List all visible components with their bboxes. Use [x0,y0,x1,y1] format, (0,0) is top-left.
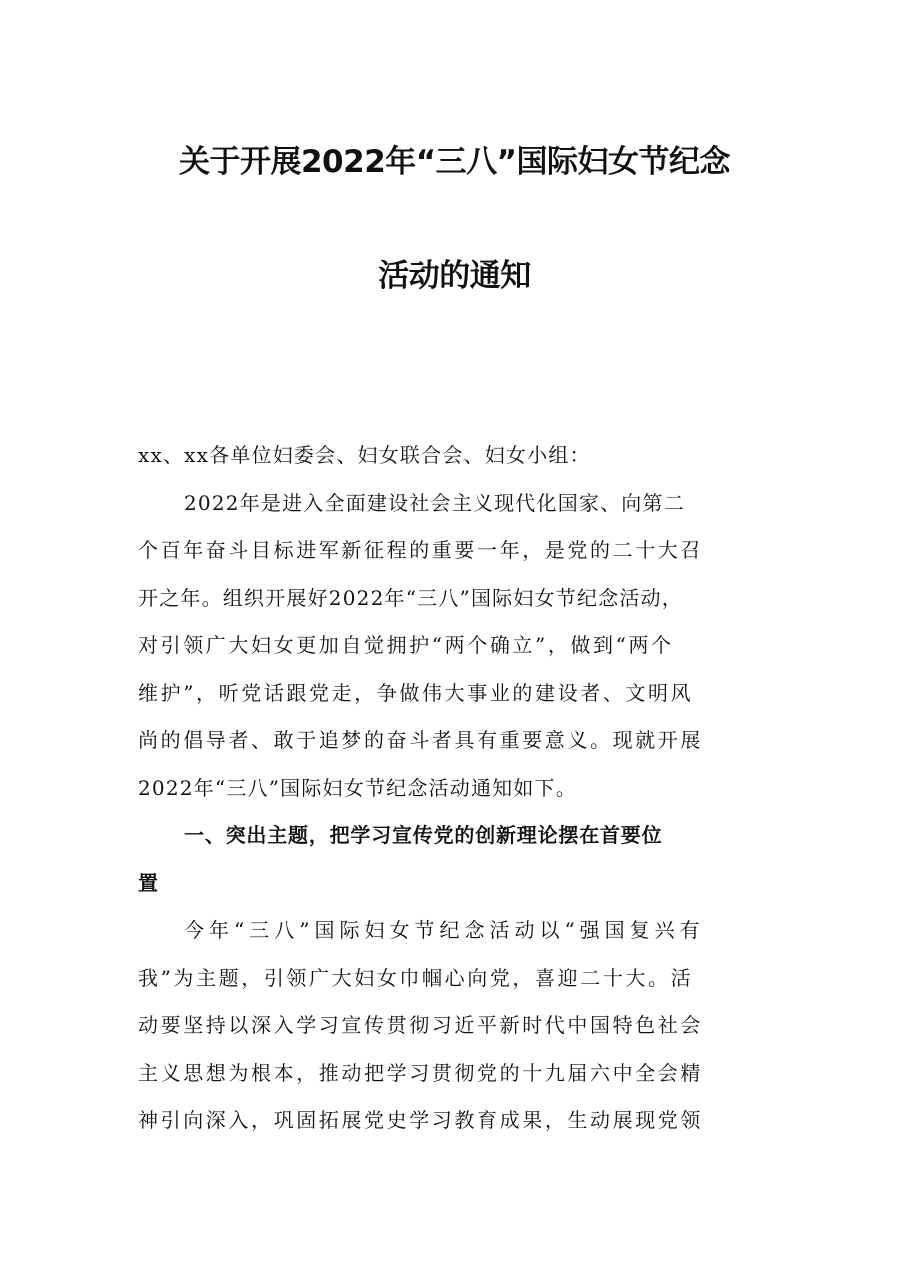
paragraph-line: 个百年奋斗目标进军新征程的重要一年，是党的二十大召 [138,538,703,562]
paragraph-line: 开之年。组织开展好2022年“三八”国际妇女节纪念活动， [138,585,683,610]
document-title-line-1: 关于开展2022年“三八”国际妇女节纪念 [178,144,731,180]
document-title-line-2: 活动的通知 [378,258,531,294]
section-heading-line: 置 [138,870,159,895]
paragraph-line: 尚的倡导者、敢于追梦的奋斗者具有重要意义。现就开展 [138,728,703,752]
section-heading-line: 一、突出主题，把学习宣传党的创新理论摆在首要位 [184,823,663,847]
paragraph-line: 2022年“三八”国际妇女节纪念活动通知如下。 [138,775,577,800]
paragraph-line: 2022年是进入全面建设社会主义现代化国家、向第二 [184,490,685,515]
paragraph-line: 对引领广大妇女更加自觉拥护“两个确立”，做到“两个 [138,633,674,657]
document-body [138,432,772,1145]
paragraph-line: 今年“三八”国际妇女节纪念活动以“强国复兴有 [184,918,705,942]
paragraph-line: 维护”，听党话跟党走，争做伟大事业的建设者、文明风 [138,680,694,705]
paragraph-line: 我”为主题，引领广大妇女巾帼心向党，喜迎二十大。活 [138,965,694,990]
paragraph-line: 主义思想为根本，推动把学习贯彻党的十九届六中全会精 [138,1060,703,1085]
salutation: xx、xx各单位妇委会、妇女联合会、妇女小组： [138,443,591,467]
paragraph-line: 动要坚持以深入学习宣传贯彻习近平新时代中国特色社会 [138,1013,703,1037]
paragraph-line: 神引向深入，巩固拓展党史学习教育成果，生动展现党领 [138,1108,703,1132]
